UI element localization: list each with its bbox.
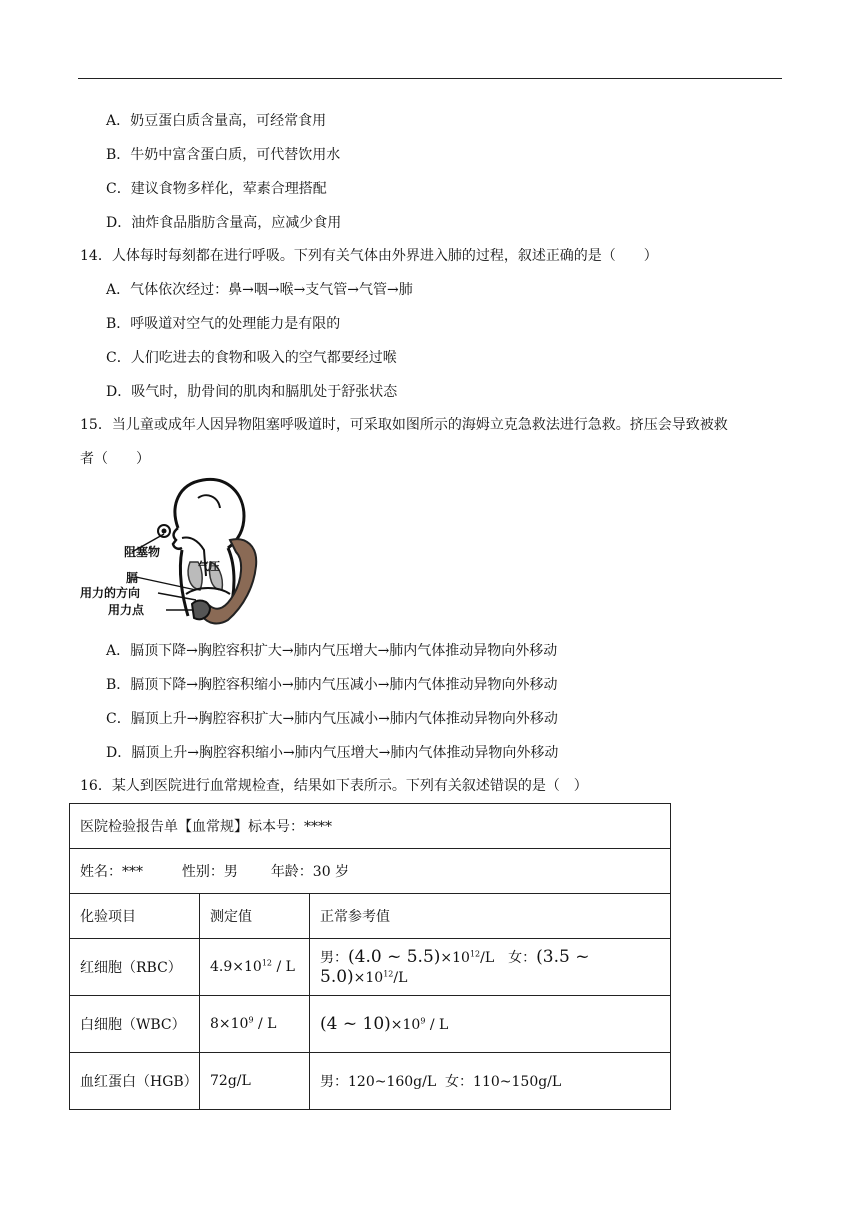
q14-option-a[interactable]: A．气体依次经过：鼻→咽→喉→支气管→气管→肺 bbox=[106, 282, 413, 298]
table-row bbox=[70, 1053, 671, 1110]
q14-option-b[interactable]: B．呼吸道对空气的处理能力是有限的 bbox=[106, 316, 341, 332]
heimlich-figure bbox=[78, 476, 263, 626]
q13-option-b[interactable]: B．牛奶中富含蛋白质，可代替饮用水 bbox=[106, 147, 341, 163]
figure-label-obstruction: 阻塞物 bbox=[124, 545, 161, 559]
figure-label-diaphragm: 膈 bbox=[126, 571, 139, 585]
value-hgb: 72g/L bbox=[200, 1053, 310, 1110]
q15-option-a[interactable]: A．膈顶下降→胸腔容积扩大→肺内气压增大→肺内气体推动异物向外移动 bbox=[106, 643, 558, 659]
header-rule bbox=[78, 78, 782, 79]
heimlich-illustration bbox=[78, 476, 263, 626]
table-row bbox=[70, 996, 671, 1053]
q15-option-d[interactable]: D．膈顶上升→胸腔容积缩小→肺内气压增大→肺内气体推动异物向外移动 bbox=[106, 745, 559, 761]
reference-wbc: (4 ~ $10)\times 10^9 / L$ bbox=[310, 996, 671, 1053]
q15-stem-line2: 者（ ） bbox=[80, 451, 150, 467]
q14-option-d[interactable]: D．吸气时，肋骨间的肌肉和膈肌处于舒张状态 bbox=[106, 384, 398, 400]
header-reference: 正常参考值 bbox=[310, 894, 671, 939]
figure-label-pressure: 气压 bbox=[198, 560, 220, 573]
q16-stem: 16．某人到医院进行血常规检查，结果如下表所示。下列有关叙述错误的是（ ） bbox=[80, 778, 588, 794]
reference-hgb: 男：120~160g/L 女：110~150g/L bbox=[310, 1053, 671, 1110]
blood-report-table bbox=[69, 803, 671, 1110]
q13-option-a[interactable]: A．奶豆蛋白质含量高，可经常食用 bbox=[106, 113, 327, 129]
q15-option-b[interactable]: B．膈顶下降→胸腔容积缩小→肺内气压减小→肺内气体推动异物向外移动 bbox=[106, 677, 558, 693]
q14-option-c[interactable]: C．人们吃进去的食物和吸入的空气都要经过喉 bbox=[106, 350, 397, 366]
value-wbc: $8\times 10^9 / L$ bbox=[200, 996, 310, 1053]
q13-option-c[interactable]: C．建议食物多样化，荤素合理搭配 bbox=[106, 181, 327, 197]
report-title: 医院检验报告单【血常规】标本号：**** bbox=[70, 804, 671, 849]
q13-option-d[interactable]: D．油炸食品脂肪含量高，应减少食用 bbox=[106, 215, 342, 231]
q15-option-c[interactable]: C．膈顶上升→胸腔容积扩大→肺内气压减小→肺内气体推动异物向外移动 bbox=[106, 711, 558, 727]
q15-stem-line1: 15．当儿童或成年人因异物阻塞呼吸道时，可采取如图所示的海姆立克急救法进行急救。挤压会导致被救 bbox=[80, 417, 728, 433]
table-row bbox=[70, 939, 671, 996]
item-rbc: 红细胞（RBC） bbox=[70, 939, 200, 996]
report-name: 姓名：*** bbox=[80, 864, 143, 880]
report-sex: 性别：男 bbox=[181, 864, 238, 880]
header-value: 测定值 bbox=[200, 894, 310, 939]
q14-stem: 14．人体每时每刻都在进行呼吸。下列有关气体由外界进入肺的过程，叙述正确的是（ ） bbox=[80, 248, 658, 264]
report-age: 年龄：30 岁 bbox=[270, 864, 350, 880]
item-hgb: 血红蛋白（HGB） bbox=[70, 1053, 200, 1110]
item-wbc: 白细胞（WBC） bbox=[70, 996, 200, 1053]
reference-rbc: 男：(4.0 ~ $5.5)\times 10^{12}/L$ 女：(3.5 ~ $5.0)\times 10^{12}/L$ bbox=[310, 939, 671, 996]
figure-label-force-direction: 用力的方向 bbox=[80, 586, 141, 600]
figure-label-force-point: 用力点 bbox=[108, 603, 145, 617]
header-item: 化验项目 bbox=[70, 894, 200, 939]
value-rbc: $4.9\times 10^{12} / L$ bbox=[200, 939, 310, 996]
report-patient-info bbox=[70, 849, 671, 894]
